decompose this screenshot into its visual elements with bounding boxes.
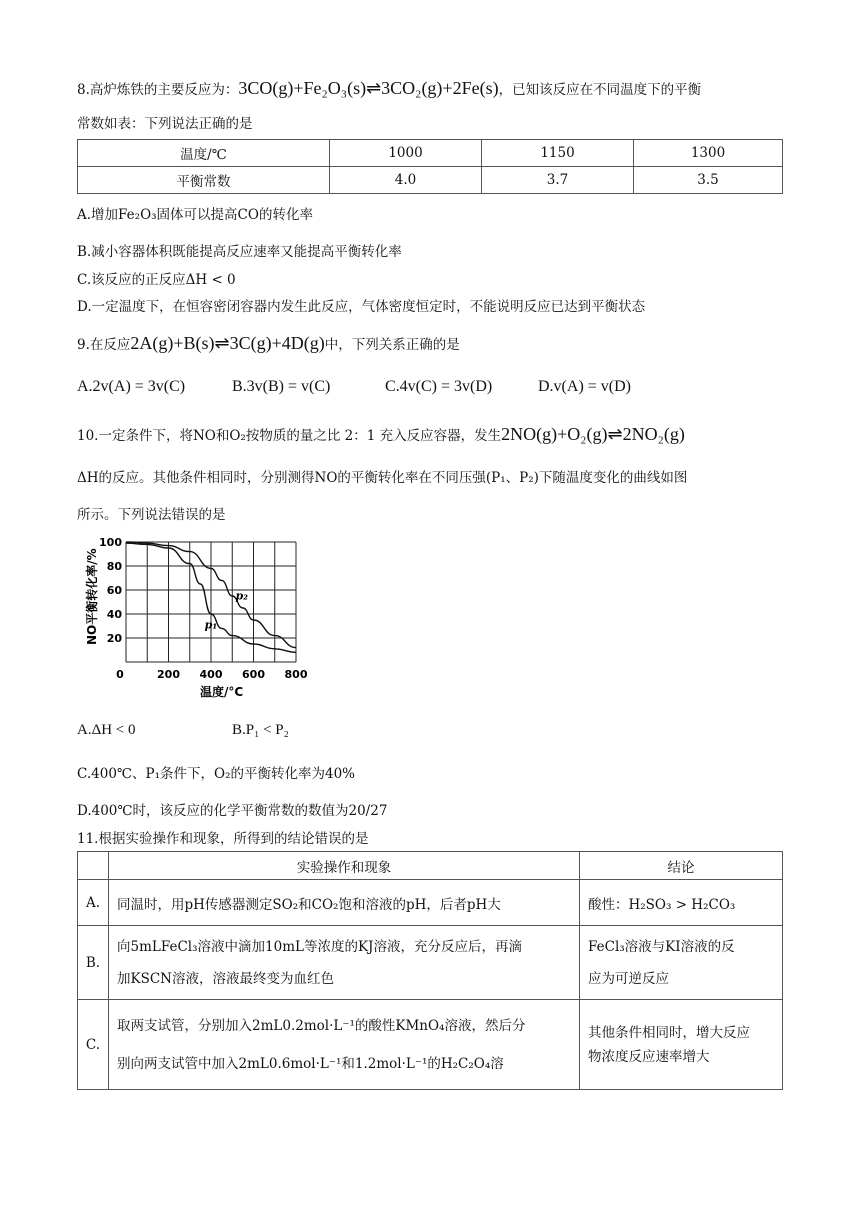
- q8-suffix: ，已知该反应在不同温度下的平衡: [498, 82, 702, 98]
- q9-prefix: 9.在反应: [77, 337, 131, 353]
- q8-option-b: B.减小容器体积既能提高反应速率又能提高平衡转化率: [77, 244, 402, 260]
- q8-prefix: 8.高炉炼铁的主要反应为：: [77, 82, 239, 98]
- q10-stem-line3: 所示。下列说法错误的是: [77, 507, 226, 523]
- table-header-cell: 结论: [580, 852, 783, 880]
- q9-stem: [77, 333, 460, 355]
- table-cell: 1000: [330, 140, 482, 167]
- q8-option-c: C.该反应的正反应ΔH < 0: [77, 272, 236, 288]
- conclusion-cell: [580, 880, 783, 926]
- row-label: C.: [78, 1000, 109, 1090]
- cell-line: 加KSCN溶液，溶液最终变为血红色: [117, 970, 334, 987]
- cell-line: 其他条件相同时，增大反应: [588, 1024, 750, 1041]
- x-tick-label: 800: [284, 668, 308, 681]
- table-row: [78, 880, 783, 926]
- q8-option-d: D.一定温度下，在恒容密闭容器内发生此反应，气体密度恒定时，不能说明反应已达到平衡状态: [77, 299, 646, 315]
- table-cell: 温度/℃: [78, 140, 330, 167]
- q10-equation: 2NO(g)+O₂(g)⇌2NO₂(g): [501, 424, 685, 444]
- series-label: p₁: [204, 618, 218, 632]
- series-label: p₂: [235, 589, 248, 603]
- q8-equation: 3CO(g)+Fe₂O₃(s)⇌3CO₂(g)+2Fe(s): [238, 78, 499, 98]
- q10-stem-line1: [77, 424, 685, 446]
- cell-line: 应为可逆反应: [588, 970, 669, 987]
- table-cell: 3.5: [634, 167, 783, 194]
- cell-line: 向5mLFeCl₃溶液中滴加10mL等浓度的KJ溶液，充分反应后，再滴: [117, 938, 522, 955]
- q10-option-d: D.400℃时，该反应的化学平衡常数的数值为20/27: [77, 803, 388, 819]
- table-row: [78, 926, 783, 1000]
- cell-line: 同温时，用pH传感器测定SO₂和CO₂饱和溶液的pH，后者pH大: [117, 896, 501, 913]
- operation-cell: [109, 1000, 580, 1090]
- x-tick-label: 600: [242, 668, 265, 681]
- y-tick-label: 80: [106, 560, 122, 573]
- q10-stem-line2: ΔH的反应。其他条件相同时，分别测得NO的平衡转化率在不同压强(P₁、P₂)下随温度变化的曲线如图: [77, 470, 688, 486]
- q10-option-b: B.P₁ < P₂: [232, 722, 289, 738]
- table-cell: 3.7: [482, 167, 634, 194]
- cell-line: FeCl₃溶液与KI溶液的反: [588, 938, 735, 955]
- q9-option-b: B.3v(B) = v(C): [232, 378, 331, 395]
- table-cell: 1300: [634, 140, 783, 167]
- table-row: [78, 167, 783, 194]
- q10-prefix: 10.一定条件下，将NO和O₂按物质的量之比 2：1 充入反应容器，发生: [77, 428, 502, 444]
- q9-equation: 2A(g)+B(s)⇌3C(g)+4D(g): [130, 333, 325, 353]
- table-cell: 4.0: [330, 167, 482, 194]
- q8-stem-line2: 常数如表：下列说法正确的是: [77, 116, 253, 132]
- q9-option-a: A.2v(A) = 3v(C): [77, 378, 186, 395]
- chart-grid: [126, 542, 296, 662]
- table-row: [78, 852, 783, 880]
- operation-cell: [109, 926, 580, 1000]
- table-cell: 1150: [482, 140, 634, 167]
- q10-option-c: C.400℃、P₁条件下，O₂的平衡转化率为40%: [77, 766, 355, 782]
- q8-stem-line1: [77, 78, 701, 100]
- x-tick-label: 400: [199, 668, 223, 681]
- y-tick-label: 20: [106, 632, 122, 645]
- q9-suffix: 中，下列关系正确的是: [324, 337, 460, 353]
- q8-table: [77, 139, 783, 194]
- q11-stem: 11.根据实验操作和现象，所得到的结论错误的是: [77, 831, 369, 847]
- x-axis-label: 温度/°C: [200, 685, 244, 699]
- y-tick-label: 100: [99, 536, 122, 549]
- table-header-cell: 实验操作和现象: [109, 852, 580, 880]
- cell-line: 物浓度反应速率增大: [588, 1048, 710, 1065]
- q10-option-a: A.ΔH < 0: [77, 722, 136, 738]
- conclusion-cell: [580, 926, 783, 1000]
- cell-line: 酸性：H₂SO₃ > H₂CO₃: [588, 896, 736, 913]
- table-row: [78, 1000, 783, 1090]
- table-header-cell: [78, 852, 109, 880]
- q11-table: [77, 851, 783, 1090]
- table-row: [78, 140, 783, 167]
- x-tick-label: 0: [116, 668, 124, 681]
- conversion-chart: [82, 530, 322, 700]
- x-tick-label: 200: [157, 668, 180, 681]
- q9-option-d: D.v(A) = v(D): [538, 378, 631, 395]
- conclusion-cell: [580, 1000, 783, 1090]
- y-tick-label: 40: [106, 608, 122, 621]
- row-label: A.: [78, 880, 109, 926]
- table-cell: 平衡常数: [78, 167, 330, 194]
- y-axis-label: NO平衡转化率/%: [85, 548, 99, 645]
- row-label: B.: [78, 926, 109, 1000]
- y-tick-label: 60: [106, 584, 122, 597]
- cell-line: 取两支试管，分别加入2mL0.2mol·L⁻¹的酸性KMnO₄溶液，然后分: [117, 1017, 526, 1034]
- q8-option-a: A.增加Fe₂O₃固体可以提高CO的转化率: [77, 207, 313, 223]
- operation-cell: [109, 880, 580, 926]
- q9-option-c: C.4v(C) = 3v(D): [385, 378, 493, 395]
- cell-line: 别向两支试管中加入2mL0.6mol·L⁻¹和1.2mol·L⁻¹的H₂C₂O₄溶: [117, 1055, 504, 1072]
